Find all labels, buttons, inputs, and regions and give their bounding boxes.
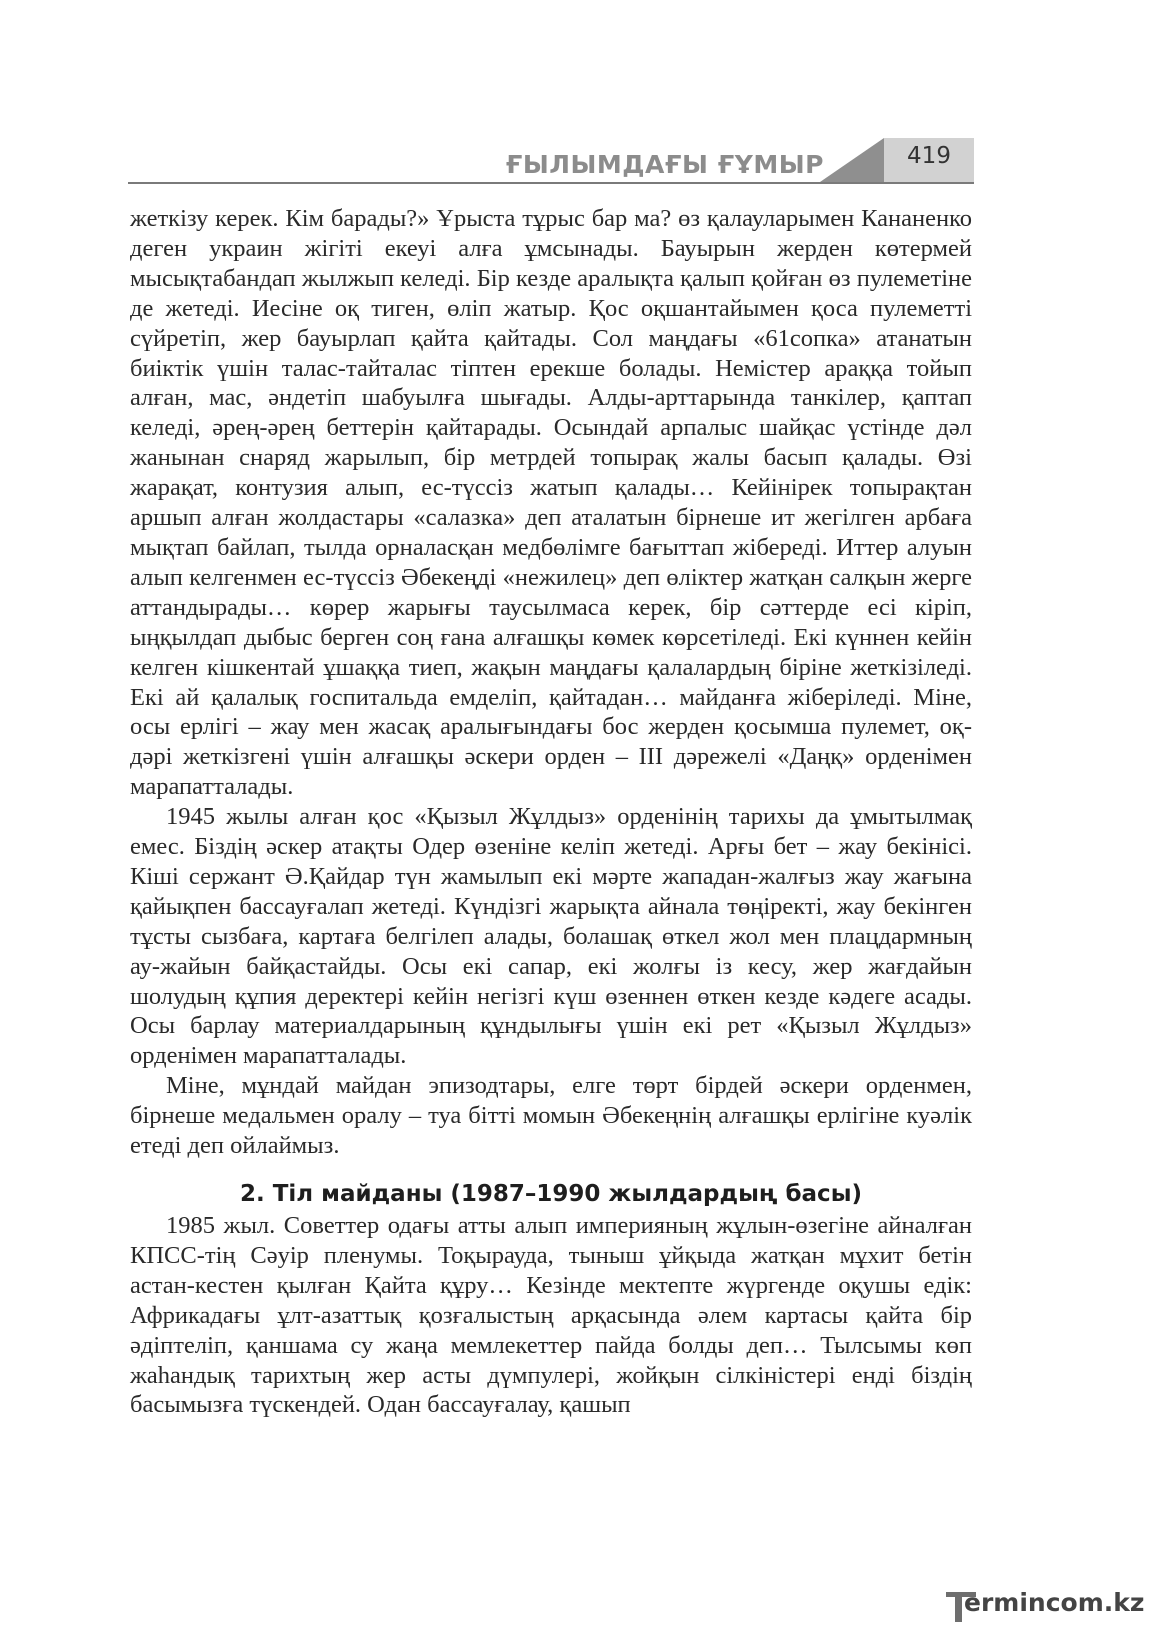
running-header bbox=[128, 138, 974, 186]
header-rule bbox=[128, 182, 974, 184]
paragraph: 1985 жыл. Советтер одағы атты алып империяның жұлын-өзегіне айналған КПСС-тің Сәуір пленумы. Тоқырауда, тыныш ұйқыда жатқан мұхит бетін астан-кестен қылған Қайта құру… Кезінде мектепте жүргенде оқушы едік: Африкадағы ұлт-азаттық қозғалыстың арқасында әлем картасы қайта бір әдіптеліп, қаншама су жаңа мемлекеттер пайда болды деп… Тылсымы көп жаһандық тарихтың жер асты дүмпулері, жойқын сілкіністері енді біздің басымызға түскендей. Одан бассауғалау, қашып bbox=[130, 1212, 972, 1419]
paragraph: 1945 жылы алған қос «Қызыл Жұлдыз» орденінің тарихы да ұмытылмақ емес. Біздің әскер атақты Одер өзеніне келіп жетеді. Арғы бет – жау бекінісі. Кіші сержант Ә.Қайдар түн жамылып екі мәрте жападан-жалғыз жау жағына қайықпен бассауғалап жетеді. Күндізгі жарықта айнала төңіректі, жау бекінген тұсты сызбаға, картаға белгілеп алады, болашақ өткел жол мен плацдармның ау-жайын байқастайды. Осы екі сапар, екі жолғы із кесу, жер жағдайын шолудың құпия деректері кейін негізгі күш өзеннен өткен кезде кәдеге асады. Осы барлау материалдарының құндылығы үшін екі рет «Қызыл Жұлдыз» орденімен марапатталады. bbox=[130, 803, 972, 1070]
section-heading: 2. Тіл майданы (1987–1990 жылдардың басы) bbox=[239, 1181, 863, 1207]
watermark-logo-t-stem bbox=[955, 1592, 962, 1622]
page-number: 419 bbox=[907, 143, 951, 169]
site-watermark bbox=[946, 1588, 1145, 1628]
paragraph: Міне, мұндай майдан эпизодтары, елге төрт бірдей әскери орденмен, бірнеше медальмен оралу – туа бітті момын Әбекеңнің алғашқы ерлігіне куәлік етеді деп ойлаймыз. bbox=[130, 1072, 972, 1160]
watermark-text: ermincom.kz bbox=[964, 1588, 1145, 1617]
header-wedge bbox=[820, 138, 884, 182]
page-body bbox=[130, 204, 972, 1420]
paragraph: жеткізу керек. Кім барады?» Ұрыста тұрыс бар ма? өз қалауларымен Кананенко деген украин жігіті екеуі алға ұмсынады. Бауырын жерден көтермей мысықтабандап жылжып келеді. Бір кезде аралықта қалып қойған өз пулеметіне де жетеді. Иесіне оқ тиген, өліп жатыр. Қос оқшантайымен қоса пулеметті сүйретіп, жер бауырлап қайта қайтады. Сол маңдағы «61сопка» атанатын биіктік үшін талас-тайталас тіптен ерекше болады. Немістер араққа тойып алған, мас, әндетіп шабуылға шығады. Алды-арттарында танкілер, қаптап келеді, әрең-әрең беттерін қайтарады. Осындай арпалыс шайқас үстінде дәл жанынан снаряд жарылып, бір метрдей топырақ жалы басып қалады. Өзі жарақат, контузия алып, ес-түссіз жатып қалады… Кейінірек топырақтан аршып алған жолдастары «салазка» деп аталатын бірнеше ит жегілген арбаға мықтап байлап, тылда орналасқан медбөлімге бағыттап жібереді. Иттер алуын алып келгенмен ес-түссіз Әбекеңді «нежилец» деп өліктер жатқан салқын жерге аттандырады… көрер жарығы таусылмаса керек, бір сәттерде есі кіріп, ыңқылдап дыбыс берген соң ғана алғашқы көмек көрсетіледі. Екі күннен кейін келген кішкентай ұшаққа тиеп, жақын маңдағы қалалардың біріне жеткізіледі. Екі ай қалалық госпитальда емделіп, қайтадан… майданға жіберіледі. Міне, осы ерлігі – жау мен жасақ аралығындағы бос жерден қосымша пулемет, оқ-дәрі жеткізгені үшін алғашқы әскери орден – ІІІ дәрежелі «Даңқ» орденімен марапатталады. bbox=[130, 205, 972, 801]
running-title: ҒЫЛЫМДАҒЫ ҒҰМЫР bbox=[505, 150, 824, 179]
